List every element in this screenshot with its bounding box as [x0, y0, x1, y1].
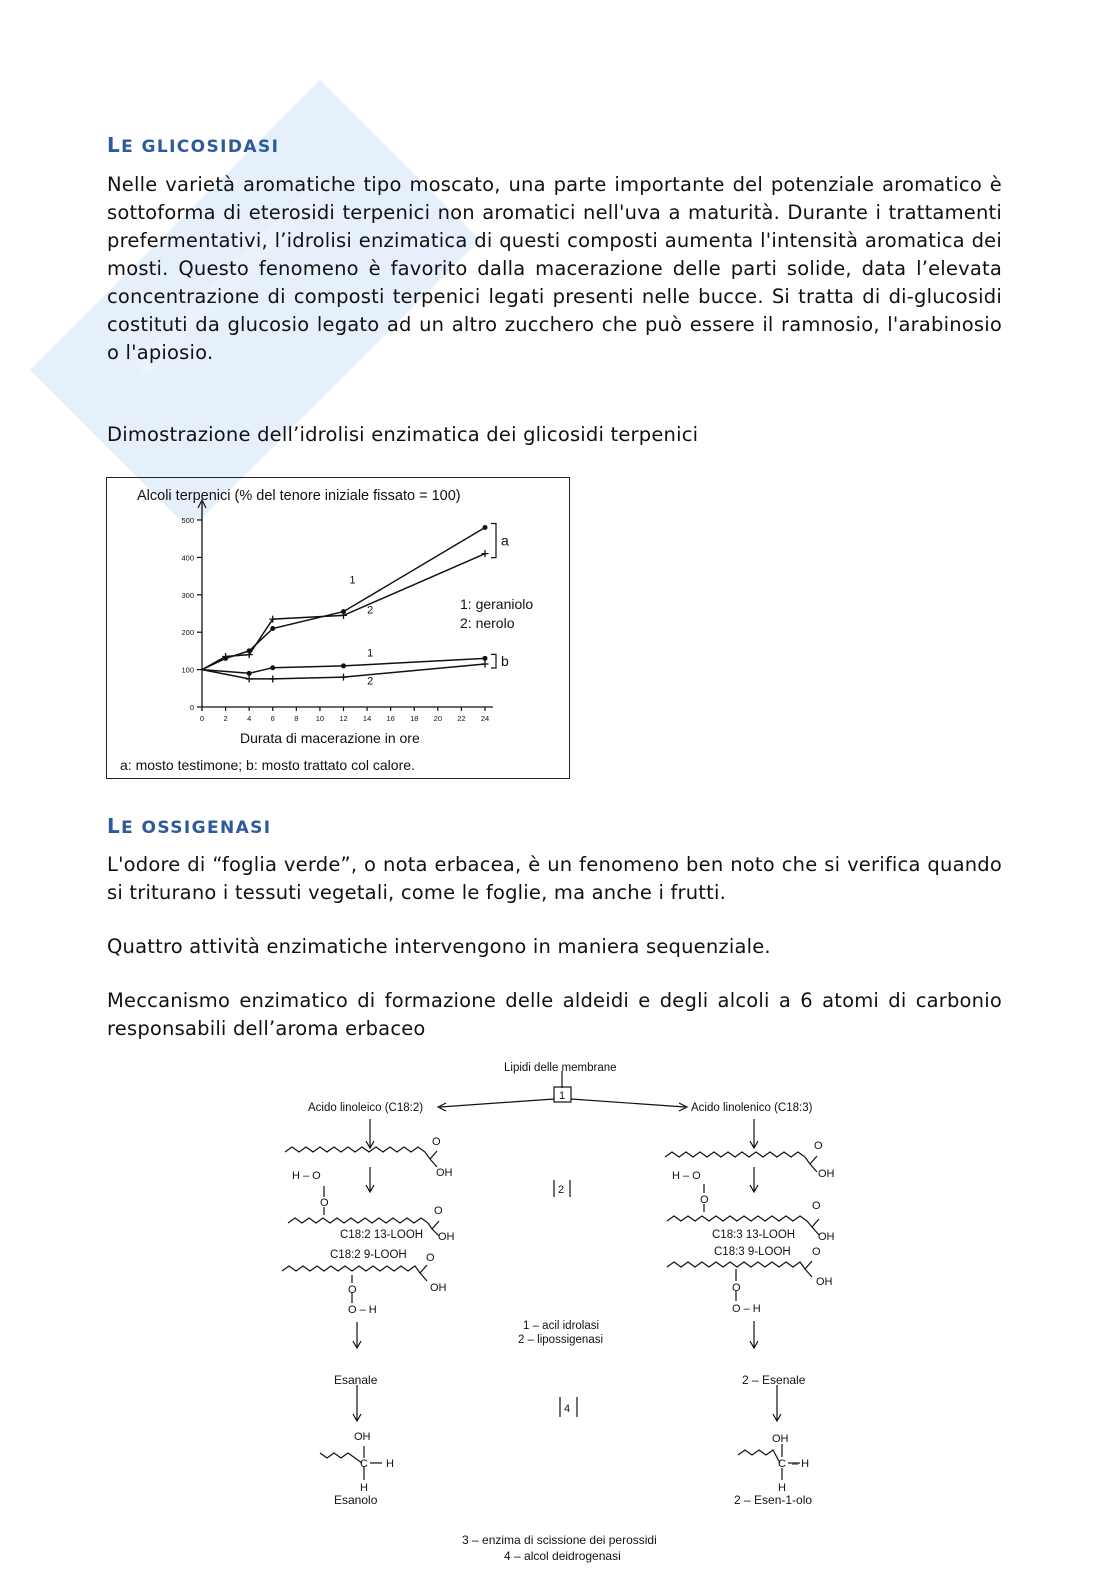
data-point-plus	[246, 675, 253, 682]
chart-title: Alcoli terpenici (% del tenore iniziale fissato = 100)	[137, 488, 461, 504]
reaction-scheme	[270, 1055, 850, 1570]
x-tick-label: 22	[457, 714, 466, 723]
atom-l2-o2: O	[434, 1205, 443, 1217]
group-bracket-a	[491, 523, 496, 557]
paragraph-quattro-attivita: Quattro attività enzimatiche intervengono in maniera sequenziale.	[107, 935, 771, 958]
curve-number-label: 1	[349, 574, 356, 587]
data-point-dot	[483, 525, 488, 530]
atom-l1-oh: OH	[436, 1167, 453, 1179]
data-point-plus	[482, 550, 489, 557]
lipids-label: Lipidi delle membrane	[504, 1062, 617, 1074]
label-l-9looh: C18:2 9-LOOH	[330, 1249, 407, 1261]
chart-plot	[107, 478, 569, 778]
x-tick-label: 16	[386, 714, 395, 723]
legend-nerolo: 2: nerolo	[460, 615, 515, 631]
x-tick-label: 20	[433, 714, 443, 723]
x-tick-label: 8	[294, 714, 299, 723]
label-r-9looh: C18:3 9-LOOH	[714, 1246, 791, 1258]
step-1-box: 1	[559, 1090, 566, 1102]
atom-l3-oh: OH	[430, 1282, 447, 1294]
label-esen-1-olo: 2 – Esen-1-olo	[734, 1493, 813, 1507]
y-tick-label: 300	[181, 590, 194, 600]
atom-hexenol-oh: OH	[772, 1433, 789, 1445]
atom-r3-o2: O	[732, 1282, 741, 1294]
linolenic-label: Acido linolenico (C18:3)	[691, 1102, 813, 1114]
atom-hexanol-h2: H	[360, 1482, 368, 1494]
chart-footnote: a: mosto testimone; b: mosto trattato col calore.	[120, 757, 415, 773]
atom-l2-ho: H – O	[292, 1170, 321, 1182]
legend-step-2: 2 – lipossigenasi	[518, 1334, 604, 1346]
atom-l3-o2: O	[348, 1284, 357, 1296]
legend-step-1: 1 – acil idrolasi	[523, 1320, 600, 1332]
curve-number-label: 2	[367, 604, 374, 617]
data-point-plus	[340, 674, 347, 681]
x-tick-label: 14	[362, 714, 372, 723]
atom-hexenol-h2: H	[778, 1482, 786, 1494]
legend-geraniolo: 1: geraniolo	[460, 596, 534, 612]
step-2-box: 2	[558, 1184, 565, 1196]
label-r-13looh: C18:3 13-LOOH	[712, 1229, 796, 1241]
group-bracket-b	[491, 654, 496, 668]
y-tick-label: 0	[189, 703, 194, 712]
data-point-dot	[341, 663, 346, 668]
atom-hexanol-h1: H	[386, 1458, 394, 1470]
x-tick-label: 2	[223, 714, 228, 723]
x-tick-label: 12	[339, 714, 348, 723]
x-tick-label: 24	[480, 714, 490, 723]
x-tick-label: 0	[199, 714, 205, 723]
section-title-glicosidasi: LE GLICOSIDASI	[107, 133, 280, 157]
label-esanale: Esanale	[334, 1373, 378, 1387]
atom-r3-o: O	[812, 1246, 821, 1258]
atom-r3-oh: OH	[816, 1276, 833, 1288]
atom-hexanol-c: C	[360, 1458, 368, 1470]
group-label-a: a	[501, 532, 509, 549]
x-tick-label: 18	[410, 714, 419, 723]
y-tick-label: 200	[181, 628, 194, 638]
atom-r2-o2: O	[812, 1200, 821, 1212]
paragraph-glicosidasi: Nelle varietà aromatiche tipo moscato, una parte importante del potenziale aromatico è sottoforma di eterosidi terpenici non aromatici nell'uva a maturità. Durante i trattamenti prefermentativi, l’idrolisi enzimatica di questi composti aumenta l'intensità aromatica dei mosti. Questo fenomeno è favorito dalla macerazione delle parti solide, data l’elevata concentrazione di composti terpenici legati presenti nelle bucce. Si tratta di di-glucosidi costituti da glucosio legato ad un altro zucchero che può essere il ramnosio, l'arabinosio o l'apiosio.	[107, 173, 1002, 364]
atom-l3-oh-h: O – H	[348, 1304, 377, 1316]
step-4-box: 4	[564, 1403, 571, 1415]
paragraph-meccanismo: Meccanismo enzimatico di formazione delle aldeidi e degli alcoli a 6 atomi di carbonio responsabili dell’aroma erbaceo	[107, 989, 1002, 1040]
atom-r2-ho: H – O	[672, 1170, 701, 1182]
y-tick-label: 400	[181, 553, 194, 563]
atom-r2-o: O	[700, 1194, 709, 1206]
data-point-plus	[482, 660, 489, 667]
y-tick-label: 100	[181, 665, 194, 675]
series-line-0	[202, 528, 485, 670]
terpenic-chart	[106, 477, 570, 779]
atom-l2-o: O	[320, 1197, 329, 1209]
section-title-ossigenasi: LE OSSIGENASI	[107, 814, 272, 838]
data-point-dot	[483, 656, 488, 661]
chart-caption: Dimostrazione dell’idrolisi enzimatica dei glicosidi terpenici	[107, 423, 699, 446]
x-tick-label: 6	[270, 714, 275, 723]
atom-r2-oh: OH	[818, 1231, 835, 1243]
x-axis-label: Durata di macerazione in ore	[240, 730, 420, 746]
atom-hexenol-c: C	[778, 1458, 786, 1470]
x-tick-label: 4	[247, 714, 252, 723]
data-point-dot	[270, 665, 275, 670]
atom-l1-o: O	[432, 1136, 441, 1148]
atom-hexenol-h1: – H	[792, 1458, 810, 1470]
label-esanolo: Esanolo	[334, 1493, 378, 1507]
atom-r3-oh-h: O – H	[732, 1303, 761, 1315]
legend-step-3: 3 – enzima di scissione dei perossidi	[462, 1533, 657, 1547]
linoleic-label: Acido linoleico (C18:2)	[308, 1102, 424, 1114]
legend-step-4: 4 – alcol deidrogenasi	[504, 1549, 621, 1563]
data-point-dot	[247, 671, 252, 676]
atom-hexanol-oh: OH	[354, 1431, 371, 1443]
group-label-b: b	[501, 653, 509, 670]
reaction-scheme-svg	[270, 1055, 850, 1570]
atom-l3-o: O	[426, 1252, 435, 1264]
curve-number-label: 2	[367, 675, 374, 688]
atom-r1-o: O	[814, 1140, 823, 1152]
data-point-dot	[270, 626, 275, 631]
x-tick-label: 10	[315, 714, 325, 723]
atom-l2-oh: OH	[438, 1231, 455, 1243]
atom-r1-oh: OH	[818, 1168, 835, 1180]
curve-number-label: 1	[367, 647, 374, 660]
label-l-13looh: C18:2 13-LOOH	[340, 1229, 424, 1241]
x-axis	[200, 707, 493, 723]
label-esenale: 2 – Esenale	[742, 1373, 806, 1387]
data-point-plus	[269, 675, 276, 682]
y-tick-label: 500	[181, 516, 194, 525]
y-axis	[181, 500, 206, 712]
paragraph-foglia-verde: L'odore di “foglia verde”, o nota erbacea, è un fenomeno ben noto che si verifica quando si triturano i tessuti vegetali, come le foglie, ma anche i frutti.	[107, 853, 1002, 904]
